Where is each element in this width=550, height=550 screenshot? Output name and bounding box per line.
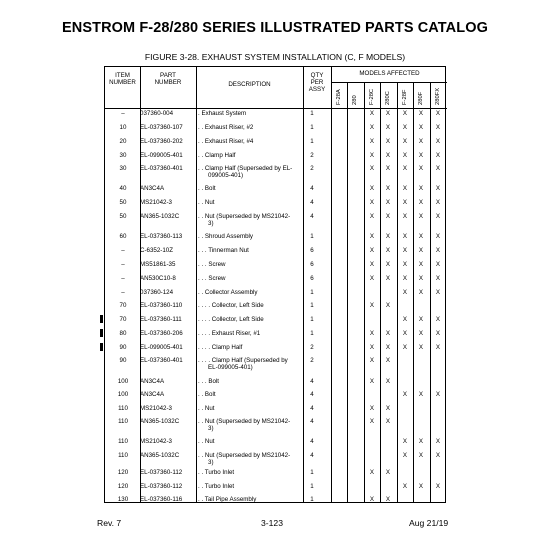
- model-applicability-mark: X: [418, 199, 424, 206]
- model-header-f28a: F-28A: [336, 89, 342, 105]
- model-applicability-mark: X: [369, 165, 375, 172]
- model-applicability-mark: X: [385, 496, 391, 503]
- model-applicability-mark: X: [369, 469, 375, 476]
- model-applicability-mark: X: [385, 165, 391, 172]
- description-cell: . . Clamp Half: [198, 152, 236, 159]
- item-number-cell: 110: [118, 452, 128, 459]
- model-applicability-mark: X: [418, 165, 424, 172]
- model-applicability-mark: X: [435, 213, 441, 220]
- model-applicability-mark: X: [418, 289, 424, 296]
- model-applicability-mark: X: [385, 302, 391, 309]
- header-bottom-divider: [105, 108, 447, 109]
- item-number-header: ITEM NUMBER: [109, 72, 136, 86]
- qty-cell: 4: [310, 185, 314, 192]
- part-number-cell: EL-037360-110: [140, 302, 183, 309]
- model-applicability-mark: X: [385, 247, 391, 254]
- model-applicability-mark: X: [435, 199, 441, 206]
- models-affected-header: MODELS AFFECTED: [359, 70, 420, 77]
- description-cell: . . Turbo Inlet: [198, 469, 235, 476]
- model-applicability-mark: X: [369, 247, 375, 254]
- description-cell: . . Shroud Assembly: [198, 233, 254, 240]
- figure-title: FIGURE 3-28. EXHAUST SYSTEM INSTALLATION (C, F MODELS): [144, 52, 406, 62]
- model-applicability-mark: X: [402, 275, 408, 282]
- model-applicability-mark: X: [385, 405, 391, 412]
- model-header-280: 280: [352, 95, 358, 105]
- model-applicability-mark: X: [385, 152, 391, 159]
- model-applicability-mark: X: [418, 261, 424, 268]
- part-number-cell: MS21042-3: [140, 405, 172, 412]
- model-applicability-mark: X: [369, 275, 375, 282]
- model-applicability-mark: X: [435, 152, 441, 159]
- model-applicability-mark: X: [385, 233, 391, 240]
- model-header-280f: 280F: [418, 91, 424, 105]
- parts-table: [104, 66, 446, 503]
- part-number-cell: EL-037360-112: [140, 483, 183, 490]
- model-applicability-mark: X: [385, 418, 391, 425]
- model-header-280c: 280C: [385, 91, 391, 105]
- qty-cell: 6: [310, 247, 314, 254]
- qty-cell: 1: [310, 110, 314, 117]
- qty-cell: 4: [310, 405, 314, 412]
- model-applicability-mark: X: [402, 213, 408, 220]
- model-applicability-mark: X: [385, 138, 391, 145]
- part-number-cell: EL-037360-112: [140, 469, 183, 476]
- model-applicability-mark: X: [385, 213, 391, 220]
- description-continuation-cell: EL-099005-401): [208, 364, 253, 371]
- qty-cell: 4: [310, 391, 314, 398]
- qty-cell: 1: [310, 483, 314, 490]
- description-cell: . Exhaust System: [198, 110, 247, 117]
- description-cell: . . Tail Pipe Assembly: [198, 496, 257, 503]
- description-cell: . . Nut (Superseded by MS21042-: [198, 213, 291, 220]
- part-number-cell: EL-037360-116: [140, 496, 183, 503]
- description-cell: . . Exhaust Riser, #4: [198, 138, 254, 145]
- model-applicability-mark: X: [418, 483, 424, 490]
- model-applicability-mark: X: [369, 152, 375, 159]
- model-applicability-mark: X: [385, 469, 391, 476]
- model-header-f28c: F-28C: [369, 88, 375, 105]
- model-applicability-mark: X: [418, 110, 424, 117]
- description-cell: . . Nut: [198, 199, 215, 206]
- description-continuation-cell: 099005-401): [208, 172, 244, 179]
- revision-bar: [100, 315, 103, 323]
- model-applicability-mark: X: [385, 344, 391, 351]
- item-number-cell: 90: [119, 344, 127, 351]
- column-divider: [347, 82, 348, 502]
- revision-date: Aug 21/19: [409, 518, 449, 528]
- model-applicability-mark: X: [402, 452, 408, 459]
- model-applicability-mark: X: [435, 438, 441, 445]
- description-continuation-cell: 3): [208, 459, 214, 466]
- description-cell: . . . . Clamp Half (Superseded by: [198, 357, 288, 364]
- document-title: ENSTROM F-28/280 SERIES ILLUSTRATED PARTS CATALOG: [62, 20, 488, 36]
- qty-per-assy-header: QTY PER ASSY: [308, 72, 326, 93]
- model-applicability-mark: X: [418, 391, 424, 398]
- qty-cell: 1: [310, 124, 314, 131]
- description-cell: . . Collector Assembly: [198, 289, 258, 296]
- qty-cell: 4: [310, 378, 314, 385]
- description-cell: . . Nut: [198, 405, 215, 412]
- qty-cell: 1: [310, 330, 314, 337]
- qty-cell: 2: [310, 165, 314, 172]
- model-applicability-mark: X: [435, 247, 441, 254]
- part-number-cell: AN530C10-8: [140, 275, 176, 282]
- item-number-cell: 120: [117, 469, 129, 476]
- qty-cell: 6: [310, 261, 314, 268]
- description-cell: . . . Tinnerman Nut: [198, 247, 249, 254]
- model-applicability-mark: X: [402, 391, 408, 398]
- model-applicability-mark: X: [435, 124, 441, 131]
- model-applicability-mark: X: [402, 165, 408, 172]
- model-applicability-mark: X: [418, 138, 424, 145]
- part-number-cell: EL-099005-401: [140, 344, 183, 351]
- part-number-cell: EL-037360-401: [140, 165, 183, 172]
- qty-cell: 1: [310, 469, 314, 476]
- model-applicability-mark: X: [435, 289, 441, 296]
- part-number-cell: AN365-1032C: [140, 418, 180, 425]
- model-applicability-mark: X: [418, 344, 424, 351]
- part-number-header: PART NUMBER: [154, 72, 182, 86]
- model-applicability-mark: X: [435, 261, 441, 268]
- model-applicability-mark: X: [369, 138, 375, 145]
- model-applicability-mark: X: [385, 124, 391, 131]
- description-cell: . . . Screw: [198, 261, 226, 268]
- description-cell: . . Turbo Inlet: [198, 483, 235, 490]
- item-number-cell: 60: [119, 233, 127, 240]
- qty-cell: 6: [310, 275, 314, 282]
- model-applicability-mark: X: [402, 247, 408, 254]
- part-number-cell: EL-037360-206: [140, 330, 183, 337]
- model-applicability-mark: X: [402, 110, 408, 117]
- model-applicability-mark: X: [369, 124, 375, 131]
- model-applicability-mark: X: [418, 438, 424, 445]
- model-applicability-mark: X: [385, 330, 391, 337]
- description-cell: . . Exhaust Riser, #2: [198, 124, 254, 131]
- column-divider: [331, 67, 332, 502]
- model-header-f28f: F-28F: [402, 89, 408, 105]
- item-number-cell: 50: [119, 213, 127, 220]
- model-applicability-mark: X: [402, 330, 408, 337]
- item-number-cell: –: [121, 275, 125, 282]
- model-applicability-mark: X: [435, 233, 441, 240]
- model-applicability-mark: X: [418, 152, 424, 159]
- item-number-cell: 50: [119, 199, 127, 206]
- model-applicability-mark: X: [435, 185, 441, 192]
- item-number-cell: 80: [119, 330, 127, 337]
- model-applicability-mark: X: [402, 289, 408, 296]
- column-divider: [196, 67, 197, 502]
- qty-cell: 1: [310, 496, 314, 503]
- qty-cell: 1: [310, 302, 314, 309]
- description-continuation-cell: 3): [208, 425, 214, 432]
- item-number-cell: –: [121, 261, 125, 268]
- model-applicability-mark: X: [418, 124, 424, 131]
- item-number-cell: –: [121, 289, 125, 296]
- item-number-cell: –: [121, 247, 125, 254]
- model-applicability-mark: X: [435, 316, 441, 323]
- item-number-cell: –: [121, 110, 125, 117]
- model-applicability-mark: X: [418, 452, 424, 459]
- revision-bar: [100, 329, 103, 337]
- model-applicability-mark: X: [369, 233, 375, 240]
- part-number-cell: EL-037360-202: [140, 138, 183, 145]
- qty-cell: 4: [310, 452, 314, 459]
- model-applicability-mark: X: [385, 378, 391, 385]
- part-number-cell: EL-037360-113: [140, 233, 183, 240]
- model-applicability-mark: X: [369, 344, 375, 351]
- model-applicability-mark: X: [435, 110, 441, 117]
- model-applicability-mark: X: [385, 185, 391, 192]
- model-header-280fx: 280FX: [435, 87, 441, 105]
- item-number-cell: 100: [117, 391, 129, 398]
- model-applicability-mark: X: [369, 357, 375, 364]
- item-number-cell: 110: [118, 438, 128, 445]
- revision-bar: [100, 343, 103, 351]
- description-cell: . . . Bolt: [198, 378, 219, 385]
- description-cell: . . . . Clamp Half: [198, 344, 243, 351]
- model-applicability-mark: X: [369, 185, 375, 192]
- item-number-cell: 120: [117, 483, 129, 490]
- model-applicability-mark: X: [418, 213, 424, 220]
- part-number-cell: MS21042-3: [140, 438, 172, 445]
- qty-cell: 1: [310, 233, 314, 240]
- part-number-cell: 037360-124: [140, 289, 174, 296]
- model-applicability-mark: X: [369, 213, 375, 220]
- model-applicability-mark: X: [418, 185, 424, 192]
- model-applicability-mark: X: [369, 405, 375, 412]
- model-applicability-mark: X: [402, 152, 408, 159]
- part-number-cell: C-6352-10Z: [140, 247, 174, 254]
- item-number-cell: 30: [119, 165, 127, 172]
- model-applicability-mark: X: [369, 110, 375, 117]
- item-number-cell: 100: [117, 378, 129, 385]
- description-cell: . . . . Collector, Left Side: [198, 302, 264, 309]
- description-cell: . . Nut: [198, 438, 215, 445]
- model-applicability-mark: X: [369, 418, 375, 425]
- model-applicability-mark: X: [369, 378, 375, 385]
- part-number-cell: AN3C4A: [140, 378, 165, 385]
- qty-cell: 4: [310, 199, 314, 206]
- description-cell: . . Clamp Half (Superseded by EL-: [198, 165, 293, 172]
- model-applicability-mark: X: [369, 330, 375, 337]
- model-applicability-mark: X: [369, 302, 375, 309]
- item-number-cell: 10: [119, 124, 127, 131]
- model-applicability-mark: X: [385, 275, 391, 282]
- model-applicability-mark: X: [435, 452, 441, 459]
- page-number: 3-123: [261, 518, 283, 528]
- description-header: DESCRIPTION: [228, 81, 271, 88]
- qty-cell: 2: [310, 357, 314, 364]
- model-applicability-mark: X: [369, 199, 375, 206]
- part-number-cell: MS51861-35: [140, 261, 176, 268]
- model-applicability-mark: X: [418, 233, 424, 240]
- model-applicability-mark: X: [402, 261, 408, 268]
- model-applicability-mark: X: [418, 330, 424, 337]
- part-number-cell: AN365-1032C: [140, 452, 180, 459]
- item-number-cell: 110: [118, 405, 128, 412]
- qty-cell: 4: [310, 438, 314, 445]
- model-applicability-mark: X: [435, 344, 441, 351]
- model-applicability-mark: X: [402, 124, 408, 131]
- qty-cell: 1: [310, 138, 314, 145]
- description-cell: . . Bolt: [198, 391, 216, 398]
- item-number-cell: 30: [119, 152, 127, 159]
- qty-cell: 4: [310, 213, 314, 220]
- model-applicability-mark: X: [435, 138, 441, 145]
- column-divider: [303, 67, 304, 502]
- part-number-cell: EL-037360-107: [140, 124, 183, 131]
- qty-cell: 2: [310, 344, 314, 351]
- item-number-cell: 130: [117, 496, 129, 503]
- description-cell: . . . . Collector, Left Side: [198, 316, 264, 323]
- model-applicability-mark: X: [385, 261, 391, 268]
- qty-cell: 2: [310, 152, 314, 159]
- model-applicability-mark: X: [369, 496, 375, 503]
- model-applicability-mark: X: [402, 344, 408, 351]
- part-number-cell: EL-099005-401: [140, 152, 183, 159]
- item-number-cell: 70: [119, 316, 127, 323]
- qty-cell: 1: [310, 316, 314, 323]
- part-number-cell: AN3C4A: [140, 185, 165, 192]
- description-cell: . . Nut (Superseded by MS21042-: [198, 418, 291, 425]
- qty-cell: 1: [310, 289, 314, 296]
- description-cell: . . . . Exhaust Riser, #1: [198, 330, 261, 337]
- description-cell: . . . Screw: [198, 275, 226, 282]
- model-applicability-mark: X: [402, 483, 408, 490]
- model-applicability-mark: X: [385, 357, 391, 364]
- part-number-cell: MS21042-3: [140, 199, 172, 206]
- model-applicability-mark: X: [435, 330, 441, 337]
- column-divider: [140, 67, 141, 502]
- model-applicability-mark: X: [435, 165, 441, 172]
- item-number-cell: 70: [119, 302, 127, 309]
- model-applicability-mark: X: [418, 275, 424, 282]
- model-applicability-mark: X: [402, 185, 408, 192]
- model-applicability-mark: X: [435, 483, 441, 490]
- model-applicability-mark: X: [435, 275, 441, 282]
- part-number-cell: AN3C4A: [140, 391, 165, 398]
- item-number-cell: 20: [119, 138, 127, 145]
- item-number-cell: 110: [118, 418, 128, 425]
- description-continuation-cell: 3): [208, 220, 214, 227]
- part-number-cell: EL-037360-401: [140, 357, 183, 364]
- part-number-cell: EL-037360-111: [140, 316, 182, 323]
- model-applicability-mark: X: [402, 199, 408, 206]
- model-applicability-mark: X: [402, 316, 408, 323]
- part-number-cell: 037360-004: [140, 110, 174, 117]
- models-header-divider: [331, 82, 447, 83]
- part-number-cell: AN365-1032C: [140, 213, 180, 220]
- model-applicability-mark: X: [385, 110, 391, 117]
- model-applicability-mark: X: [435, 391, 441, 398]
- item-number-cell: 40: [119, 185, 127, 192]
- model-applicability-mark: X: [418, 247, 424, 254]
- model-applicability-mark: X: [402, 233, 408, 240]
- model-applicability-mark: X: [402, 438, 408, 445]
- qty-cell: 4: [310, 418, 314, 425]
- model-applicability-mark: X: [402, 138, 408, 145]
- item-number-cell: 90: [119, 357, 127, 364]
- model-applicability-mark: X: [385, 199, 391, 206]
- model-applicability-mark: X: [418, 316, 424, 323]
- revision-label: Rev. 7: [97, 518, 122, 528]
- description-cell: . . Bolt: [198, 185, 216, 192]
- description-cell: . . Nut (Superseded by MS21042-: [198, 452, 291, 459]
- model-applicability-mark: X: [369, 261, 375, 268]
